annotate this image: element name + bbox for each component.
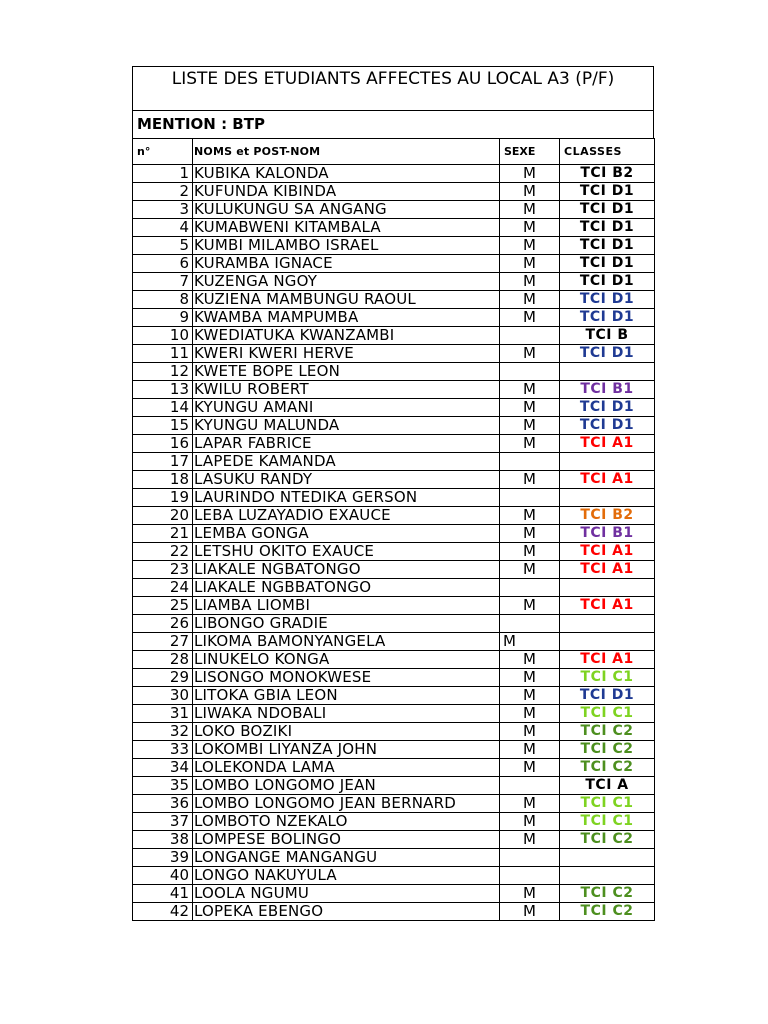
student-class [560, 867, 655, 885]
header-number: n° [133, 139, 193, 165]
student-name: KWETE BOPE LEON [193, 363, 500, 381]
student-class: TCI A1 [560, 471, 655, 489]
row-number: 1 [133, 165, 193, 183]
table-row [133, 327, 655, 345]
student-name: LOMBOTO NZEKALO [193, 813, 500, 831]
row-number: 9 [133, 309, 193, 327]
student-name: LOPEKA EBENGO [193, 903, 500, 921]
student-class: TCI D1 [560, 417, 655, 435]
student-name: LEMBA GONGA [193, 525, 500, 543]
header-class: CLASSES [560, 139, 655, 165]
student-name: LOOLA NGUMU [193, 885, 500, 903]
row-number: 5 [133, 237, 193, 255]
student-class: TCI A1 [560, 597, 655, 615]
student-name: LONGANGE MANGANGU [193, 849, 500, 867]
table-row [133, 831, 655, 849]
student-sex: M [500, 795, 560, 813]
table-row [133, 597, 655, 615]
student-name: KURAMBA IGNACE [193, 255, 500, 273]
student-class: TCI B2 [560, 165, 655, 183]
table-row [133, 633, 655, 651]
student-class: TCI C1 [560, 813, 655, 831]
student-sex: M [500, 723, 560, 741]
table-row [133, 687, 655, 705]
row-number: 21 [133, 525, 193, 543]
table-row [133, 741, 655, 759]
row-number: 25 [133, 597, 193, 615]
student-class: TCI B [560, 327, 655, 345]
table-header-row [133, 139, 655, 165]
student-sex: M [500, 201, 560, 219]
student-class: TCI B1 [560, 381, 655, 399]
student-name: KWERI KWERI HERVE [193, 345, 500, 363]
student-name: LIAMBA LIOMBI [193, 597, 500, 615]
student-name: KWAMBA MAMPUMBA [193, 309, 500, 327]
student-class: TCI D1 [560, 399, 655, 417]
student-name: LOMBO LONGOMO JEAN [193, 777, 500, 795]
student-sex: M [500, 183, 560, 201]
table-row [133, 669, 655, 687]
row-number: 32 [133, 723, 193, 741]
student-name: LINUKELO KONGA [193, 651, 500, 669]
student-sex: M [500, 507, 560, 525]
student-sex: M [500, 381, 560, 399]
student-class [560, 489, 655, 507]
student-sex: M [500, 165, 560, 183]
student-sex: M [500, 399, 560, 417]
row-number: 19 [133, 489, 193, 507]
student-name: LASUKU RANDY [193, 471, 500, 489]
student-name: LETSHU OKITO EXAUCE [193, 543, 500, 561]
student-class: TCI C2 [560, 759, 655, 777]
student-name: KYUNGU MALUNDA [193, 417, 500, 435]
row-number: 33 [133, 741, 193, 759]
student-sex: M [500, 813, 560, 831]
row-number: 24 [133, 579, 193, 597]
row-number: 6 [133, 255, 193, 273]
student-name: LIAKALE NGBATONGO [193, 561, 500, 579]
row-number: 11 [133, 345, 193, 363]
student-sex: M [500, 651, 560, 669]
student-list-sheet [132, 66, 654, 921]
student-name: LAURINDO NTEDIKA GERSON [193, 489, 500, 507]
student-class: TCI D1 [560, 237, 655, 255]
table-row [133, 543, 655, 561]
student-sex [500, 453, 560, 471]
student-class [560, 363, 655, 381]
student-sex: M [500, 669, 560, 687]
student-sex: M [500, 597, 560, 615]
student-class: TCI D1 [560, 687, 655, 705]
table-row [133, 291, 655, 309]
student-class: TCI B2 [560, 507, 655, 525]
student-sex: M [500, 273, 560, 291]
student-class: TCI C2 [560, 885, 655, 903]
student-name: LOLEKONDA LAMA [193, 759, 500, 777]
table-row [133, 885, 655, 903]
student-name: LOMBO LONGOMO JEAN BERNARD [193, 795, 500, 813]
row-number: 30 [133, 687, 193, 705]
student-sex: M [500, 543, 560, 561]
table-row [133, 651, 655, 669]
table-row [133, 615, 655, 633]
table-row [133, 489, 655, 507]
table-row [133, 795, 655, 813]
student-name: KULUKUNGU SA ANGANG [193, 201, 500, 219]
student-sex: M [500, 525, 560, 543]
row-number: 17 [133, 453, 193, 471]
student-name: KUMBI MILAMBO ISRAEL [193, 237, 500, 255]
student-sex: M [500, 741, 560, 759]
table-row [133, 399, 655, 417]
student-class: TCI D1 [560, 345, 655, 363]
row-number: 27 [133, 633, 193, 651]
row-number: 42 [133, 903, 193, 921]
student-name: LIBONGO GRADIE [193, 615, 500, 633]
student-sex: M [500, 885, 560, 903]
student-class: TCI A1 [560, 435, 655, 453]
student-sex: M [500, 633, 560, 651]
student-name: LOKOMBI LIYANZA JOHN [193, 741, 500, 759]
student-class: TCI A1 [560, 561, 655, 579]
table-row [133, 417, 655, 435]
row-number: 12 [133, 363, 193, 381]
student-name: LONGO NAKUYULA [193, 867, 500, 885]
student-name: LIAKALE NGBBATONGO [193, 579, 500, 597]
table-row [133, 705, 655, 723]
student-name: LITOKA GBIA LEON [193, 687, 500, 705]
student-sex: M [500, 309, 560, 327]
student-class [560, 615, 655, 633]
student-class: TCI C1 [560, 705, 655, 723]
row-number: 39 [133, 849, 193, 867]
student-class: TCI C1 [560, 795, 655, 813]
table-row [133, 183, 655, 201]
table-row [133, 849, 655, 867]
student-class: TCI C2 [560, 723, 655, 741]
row-number: 26 [133, 615, 193, 633]
row-number: 31 [133, 705, 193, 723]
row-number: 7 [133, 273, 193, 291]
row-number: 3 [133, 201, 193, 219]
table-row [133, 777, 655, 795]
student-class: TCI D1 [560, 255, 655, 273]
student-sex: M [500, 705, 560, 723]
student-name: LIKOMA BAMONYANGELA [193, 633, 500, 651]
student-name: LOMPESE BOLINGO [193, 831, 500, 849]
student-sex: M [500, 237, 560, 255]
student-sex [500, 849, 560, 867]
student-class [560, 579, 655, 597]
student-sex: M [500, 471, 560, 489]
student-sex: M [500, 291, 560, 309]
student-sex [500, 579, 560, 597]
student-class: TCI D1 [560, 291, 655, 309]
row-number: 34 [133, 759, 193, 777]
row-number: 35 [133, 777, 193, 795]
student-class [560, 633, 655, 651]
table-row [133, 255, 655, 273]
student-class [560, 849, 655, 867]
student-class: TCI A1 [560, 543, 655, 561]
student-rows [133, 165, 655, 921]
student-class: TCI C1 [560, 669, 655, 687]
student-table [132, 138, 655, 921]
table-row [133, 723, 655, 741]
student-name: LOKO BOZIKI [193, 723, 500, 741]
student-name: KYUNGU AMANI [193, 399, 500, 417]
student-sex: M [500, 345, 560, 363]
student-sex: M [500, 417, 560, 435]
table-row [133, 273, 655, 291]
mention-label: MENTION : BTP [132, 110, 654, 138]
student-class: TCI C2 [560, 741, 655, 759]
student-name: LAPAR FABRICE [193, 435, 500, 453]
row-number: 10 [133, 327, 193, 345]
row-number: 14 [133, 399, 193, 417]
student-class: TCI D1 [560, 201, 655, 219]
table-row [133, 507, 655, 525]
student-class: TCI B1 [560, 525, 655, 543]
student-name: KWEDIATUKA KWANZAMBI [193, 327, 500, 345]
student-sex [500, 327, 560, 345]
student-sex: M [500, 831, 560, 849]
header-name: NOMS et POST-NOM [193, 139, 500, 165]
student-class [560, 453, 655, 471]
table-row [133, 165, 655, 183]
header-sex: SEXE [500, 139, 560, 165]
student-sex: M [500, 219, 560, 237]
student-sex [500, 489, 560, 507]
student-class: TCI D1 [560, 219, 655, 237]
table-row [133, 867, 655, 885]
row-number: 20 [133, 507, 193, 525]
student-sex: M [500, 903, 560, 921]
row-number: 36 [133, 795, 193, 813]
student-class: TCI D1 [560, 273, 655, 291]
row-number: 22 [133, 543, 193, 561]
row-number: 29 [133, 669, 193, 687]
student-name: LIWAKA NDOBALI [193, 705, 500, 723]
table-row [133, 813, 655, 831]
row-number: 18 [133, 471, 193, 489]
table-row [133, 453, 655, 471]
student-sex [500, 615, 560, 633]
row-number: 2 [133, 183, 193, 201]
student-name: LAPEDE KAMANDA [193, 453, 500, 471]
student-sex: M [500, 255, 560, 273]
student-class: TCI C2 [560, 903, 655, 921]
table-row [133, 561, 655, 579]
table-row [133, 363, 655, 381]
row-number: 38 [133, 831, 193, 849]
student-name: LEBA LUZAYADIO EXAUCE [193, 507, 500, 525]
student-sex [500, 867, 560, 885]
student-name: LISONGO MONOKWESE [193, 669, 500, 687]
table-row [133, 525, 655, 543]
student-name: KUZIENA MAMBUNGU RAOUL [193, 291, 500, 309]
table-row [133, 381, 655, 399]
table-row [133, 471, 655, 489]
table-row [133, 759, 655, 777]
student-class: TCI D1 [560, 183, 655, 201]
table-row [133, 219, 655, 237]
row-number: 41 [133, 885, 193, 903]
row-number: 40 [133, 867, 193, 885]
student-sex: M [500, 759, 560, 777]
row-number: 4 [133, 219, 193, 237]
table-row [133, 903, 655, 921]
table-row [133, 345, 655, 363]
student-sex: M [500, 561, 560, 579]
row-number: 8 [133, 291, 193, 309]
student-sex [500, 777, 560, 795]
student-name: KUMABWENI KITAMBALA [193, 219, 500, 237]
table-row [133, 237, 655, 255]
student-class: TCI C2 [560, 831, 655, 849]
student-sex [500, 363, 560, 381]
student-name: KUFUNDA KIBINDA [193, 183, 500, 201]
page-title: LISTE DES ETUDIANTS AFFECTES AU LOCAL A3 (P/F) [132, 66, 654, 110]
table-row [133, 309, 655, 327]
row-number: 37 [133, 813, 193, 831]
table-row [133, 579, 655, 597]
row-number: 28 [133, 651, 193, 669]
student-class: TCI A1 [560, 651, 655, 669]
student-name: KUZENGA NGOY [193, 273, 500, 291]
table-row [133, 435, 655, 453]
row-number: 15 [133, 417, 193, 435]
student-sex: M [500, 435, 560, 453]
student-sex: M [500, 687, 560, 705]
row-number: 13 [133, 381, 193, 399]
table-row [133, 201, 655, 219]
student-name: KWILU ROBERT [193, 381, 500, 399]
student-class: TCI D1 [560, 309, 655, 327]
row-number: 16 [133, 435, 193, 453]
student-class: TCI A [560, 777, 655, 795]
row-number: 23 [133, 561, 193, 579]
student-name: KUBIKA KALONDA [193, 165, 500, 183]
